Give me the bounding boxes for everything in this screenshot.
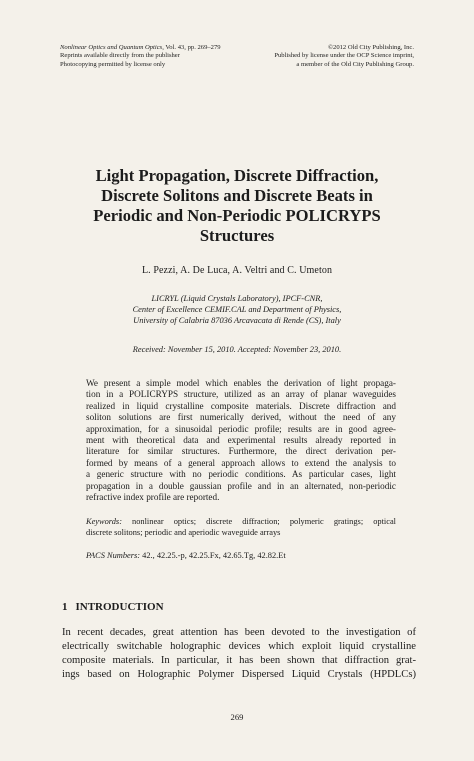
abstract-line: literature for similar structures. Furthermore, the direct derivation per- bbox=[86, 446, 396, 457]
abstract-line: approximation, for a sinusoidal periodic profile; results are in good agree- bbox=[86, 423, 396, 434]
keywords-text: nonlinear optics; discrete diffraction; polymeric gratings; optical bbox=[132, 517, 396, 526]
license-line: Published by license under the OCP Science imprint, bbox=[274, 52, 414, 60]
body-line: In recent decades, great attention has been devoted to the investigation of bbox=[62, 627, 416, 638]
body-line: electrically switchable holographic devices which exploit liquid crystalline bbox=[62, 641, 416, 652]
page-number: 269 bbox=[230, 712, 244, 722]
paper-title bbox=[30, 166, 444, 246]
keywords-line bbox=[86, 517, 396, 528]
affiliation-line: Center of Excellence CEMIF.CAL and Department of Physics, bbox=[132, 305, 342, 314]
introduction-text bbox=[62, 626, 416, 682]
journal-citation bbox=[60, 44, 250, 52]
keywords bbox=[86, 517, 396, 538]
keywords-line: discrete solitons; periodic and aperiodic waveguide arrays bbox=[86, 527, 281, 537]
title-line: Periodic and Non-Periodic POLICRYPS bbox=[93, 206, 381, 225]
section-title: INTRODUCTION bbox=[75, 601, 164, 613]
title-line: Discrete Solitons and Discrete Beats in bbox=[101, 186, 373, 205]
copyright-line: ©2012 Old City Publishing, Inc. bbox=[328, 44, 414, 51]
journal-name: Nonlinear Optics and Quantum Optics bbox=[60, 44, 163, 51]
title-line: Structures bbox=[199, 226, 275, 245]
abstract-line: formed by means of a general approach allows to extend the analysis to bbox=[86, 457, 396, 468]
publisher-group-line: a member of the Old City Publishing Group. bbox=[296, 60, 414, 68]
keywords-label: Keywords: bbox=[86, 517, 122, 526]
pacs-value: 42., 42.25.-p, 42.25.Fx, 42.65.Tg, 42.82.Et bbox=[142, 551, 286, 560]
section-heading bbox=[62, 601, 164, 613]
abstract-line: tion in a POLICRYPS structure, utilized as an array of planar waveguides bbox=[86, 389, 396, 400]
abstract-line: refractive index profile are reported. bbox=[86, 492, 220, 503]
abstract-line: propagation in a double gaussian profile and in an alternated, non-periodic bbox=[86, 480, 396, 491]
volume-pages: , Vol. 43, pp. 269–279 bbox=[162, 44, 221, 51]
publisher-info bbox=[224, 44, 414, 69]
received-dates: Received: November 15, 2010. Accepted: November 23, 2010. bbox=[132, 345, 342, 354]
abstract-line: a generic structure with no periodic conditions. As particular cases, light bbox=[86, 469, 396, 480]
affiliation bbox=[40, 293, 434, 326]
affiliation-line: LICRYL (Liquid Crystals Laboratory), IPCF-CNR, bbox=[151, 294, 323, 303]
abstract-line: soliton solutions are first numerically derived, without the need of any bbox=[86, 412, 396, 423]
body-line: composite materials. In particular, it has been shown that diffraction grat- bbox=[62, 655, 416, 666]
abstract-line: realized in liquid crystalline composite materials. Discrete diffraction and bbox=[86, 400, 396, 411]
abstract bbox=[86, 378, 396, 503]
photocopy-note: Photocopying permitted by license only bbox=[60, 60, 166, 68]
abstract-line: We present a simple model which enables the derivation of light propaga- bbox=[86, 378, 396, 388]
abstract-line: ment with theoretical data and experimental results already reported in bbox=[86, 435, 396, 446]
section-number: 1 bbox=[62, 601, 68, 613]
title-line: Light Propagation, Discrete Diffraction, bbox=[95, 166, 379, 185]
pacs-label: PACS Numbers: bbox=[86, 551, 141, 560]
body-line: ings based on Holographic Polymer Dispersed Liquid Crystals (HPDLCs) bbox=[62, 669, 416, 680]
journal-info bbox=[60, 44, 250, 69]
author-list: L. Pezzi, A. De Luca, A. Veltri and C. Umeton bbox=[141, 265, 333, 276]
reprints-note: Reprints available directly from the publisher bbox=[60, 52, 180, 60]
pacs-numbers bbox=[86, 551, 396, 560]
affiliation-line: University of Calabria 87036 Arcavacata di Rende (CS), Italy bbox=[133, 316, 341, 325]
